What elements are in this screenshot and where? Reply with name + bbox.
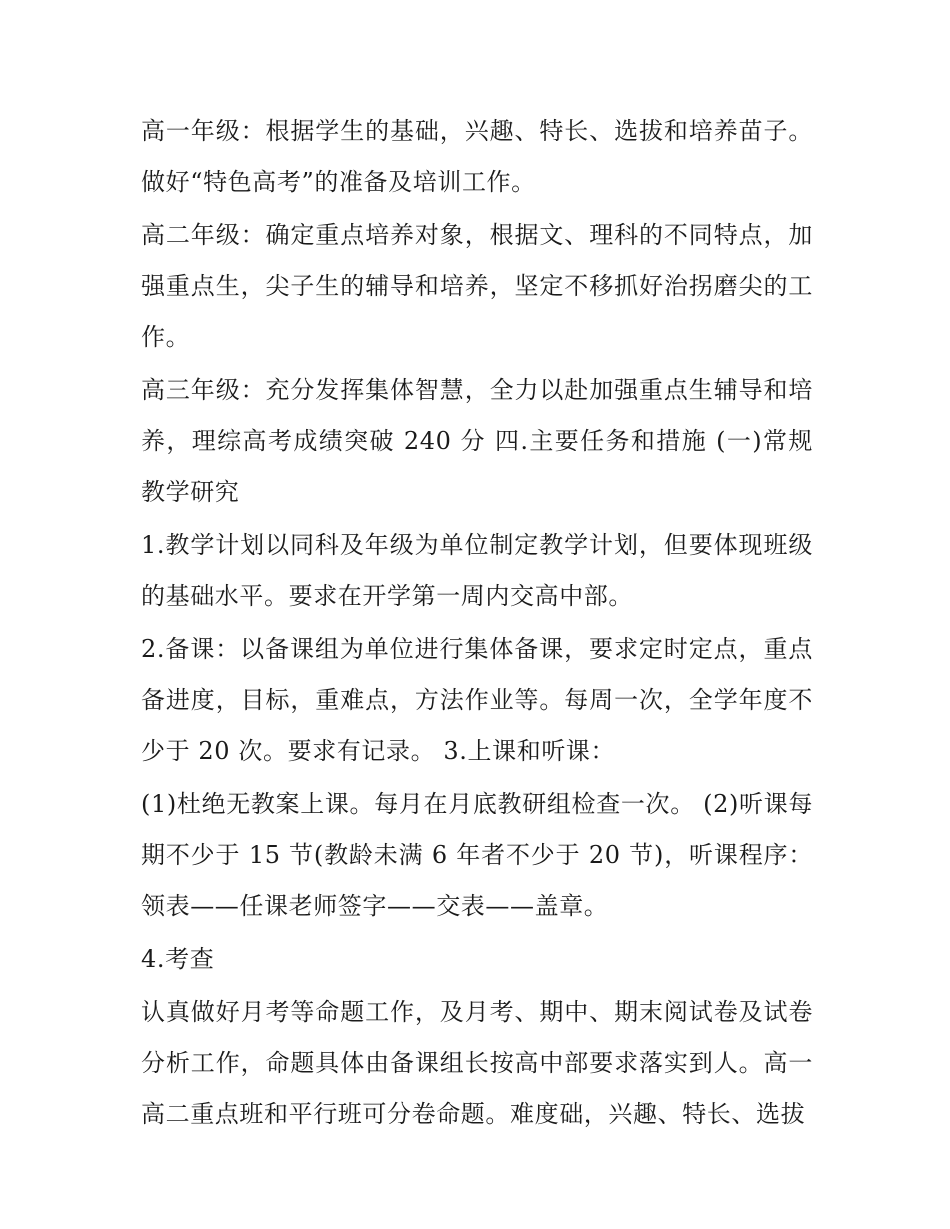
paragraph-grade-one: 高一年级：根据学生的基础，兴趣、特长、选拔和培养苗子。做好“特色高考”的准备及培训工作。 [141,117,813,196]
paragraph-lesson-prep: 2.备课：以备课组为单位进行集体备课，要求定时定点，重点备进度，目标，重难点，方法作业等。每周一次，全学年度不少于 20 次。要求有记录。 3.上课和听课： [141,635,813,765]
paragraph-exam-details: 认真做好月考等命题工作，及月考、期中、期末阅试卷及试卷分析工作，命题具体由备课组长按高中部要求落实到人。高一高二重点班和平行班可分卷命题。难度础，兴趣、特长、选拔 [141,998,813,1128]
document-body [141,106,813,1142]
paragraph-grade-two: 高二年级：确定重点培养对象，根据文、理科的不同特点，加强重点生，尖子生的辅导和培养，坚定不移抓好治拐磨尖的工作。 [141,221,813,351]
paragraph-exam-heading: 4.考查 [141,945,215,973]
paragraph-grade-three: 高三年级：充分发挥集体智慧，全力以赴加强重点生辅导和培养，理综高考成绩突破 240 分 四.主要任务和措施 (一)常规教学研究 [141,376,813,506]
paragraph-teaching-plan: 1.教学计划以同科及年级为单位制定教学计划，但要体现班级的基础水平。要求在开学第一周内交高中部。 [141,531,813,610]
paragraph-class-observation: (1)杜绝无教案上课。每月在月底教研组检查一次。 (2)听课每期不少于 15 节(教龄未满 6 年者不少于 20 节)，听课程序：领表——任课老师签字——交表——盖章。 [141,790,813,920]
